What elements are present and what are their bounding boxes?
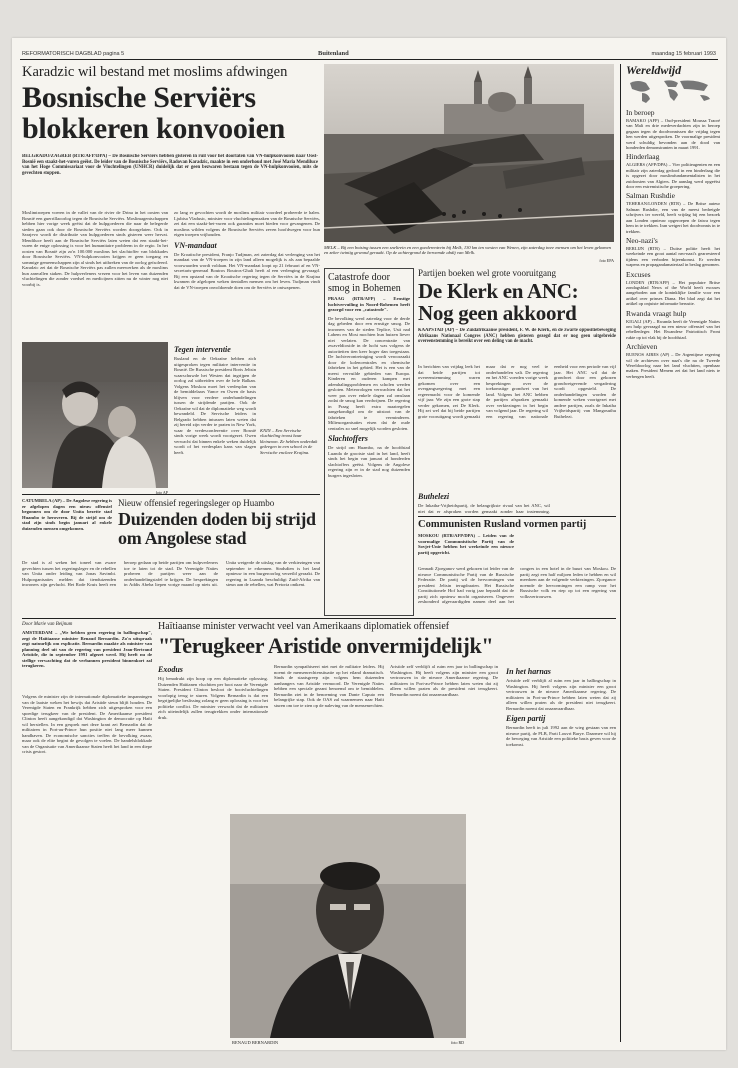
communist-body: Gennadi Zjoeganov werd gekozen tot leider van de nieuwe Communistische Partij van de Russische Federatie. De partij wil de hervormingen van president Jeltsin terugdraaien. Het Russische Constitutionele Hof had vorig jaar bepaald dat de partij zich opnieuw mocht organiseren. Ongeveer zeshonderd afgevaardigden namen deel aan het congres in een hotel in de buurt van Moskou. De partij zegt een half miljoen leden te hebben en wil meedoen aan de volgende verkiezingen. Zjoeganov noemde de hervormingen een ramp voor het Russische volk en riep op tot een regering van volksvertrouwen. [418,566,616,604]
lead-body-mandaat: De Kroatische president, Franjo Tudjman, zei zaterdag dat verlenging van het mandaat van de VN-troepen in zijn land alleen mogelijk is als aan bepaalde voorwaarden wordt voldaan. Het VN-mandaat loopt op 21 februari af en VN-secretaris-generaal Boutros Boutros-Ghali heeft al een verlenging gevraagd. Bij een opstand van de Kroatische regering tegen de Serviërs in de Krajina kwamen de afgelopen weken tientallen mensen om het leven. Tudjman vindt dat de VN-troepen onvoldoende doen om de Serviërs te ontwapenen. [174,251,320,290]
lead-body-col1: Moslimtroepen voeren in de vallei van de rivier de Drina in het oosten van Bosnië een guerrillaoorlog tegen de Bosnische Serviërs. Moslimagentschappen hebben hier vorige week geëist dat de hulpgoederen die naar de belegerde steden gaan ook door de Bosnische Serviërs worden doorgelaten. Ook in Sarajevo wordt de distributie van hulpgoederen sinds gisteren weer hervat. Mendiluce heeft aan de Bosnische Serviërs laten weten dat een staakt-het-vuren de enige oplossing is voor het humanitaire probleem in de regio. In het oosten van Bosnië zijn zo'n 100.000 moslims het slachtoffer van blokkades door Bosnische Serviërs. VN-hulpkonvooien krijgen er geen toegang en sommige gemeenschappen zijn al sinds het uitbreken van de oorlog geïsoleerd. Karadzic zei dat de Bosnische Serviërs pas zullen meewerken als de moslims hun aanvallen staken. De hulpverleners vrezen voor het leven van duizenden vluchtelingen die zonder voedsel en medicijnen zitten nu de winter nog niet voorbij is. [22,210,168,287]
haiti-headline: "Terugkeer Aristide onvermijdelijk" [158,633,494,658]
angola-kicker: Nieuw offensief regeringsleger op Huambo [118,498,275,508]
lead-body-col2: zo lang er gevochten wordt de moslims militair voordeel probeerde te halen. Ljubisa Vladusic, minister voor vluchtelingenzaken van de Bosnische Serviërs, zei dat een staakt-het-vuren ook garanties moet bieden voor gevangenen. De moslims wilden volgens de Bosnische Serviërs zeven hoofdwegen voor hun eigen troepen vrijhouden. [174,210,320,237]
haiti-intro: AMSTERDAM – „We hebben geen regering in ballingschap", zegt de Haïtiaanse minister Renaud Bernardin. Zo'n uitspraak zegt natuurlijk om explicatie. Bernardin maakte als minister van planning deel uit van de regering van president Jean-Bertrand Aristide, die in september 1991 afgezet werd. Hij heeft nu de stellige verwachting dat de verbannen president binnenkort zal terugkeren. [22,630,152,668]
haiti-col5 [506,664,616,1038]
haiti-body-harnas: Aristide zelf verblijft al ruim een jaar in ballingschap in Washington. Hij heeft volgens zijn minister een groot vertrouwen in de nieuwe Amerikaanse regering. De militairen in Port-au-Prince hebben laten weten dat zij alleen willen praten als de president niet terugkeert. Bernardin noemt dat onaanvaardbaar. [506,678,616,711]
sidebar-item-text: ALGIERS (AFP/DPA) – Vier politieagenten en een militair zijn zaterdag gedood in een hinderlaag die is opgezet door moslimfundamentalisten in het zuidoosten van Algiers. De aanslag werd opgeëist door een extremistische groepering. [626,162,720,190]
haiti-byline: Door Marie van Beijnum [22,622,73,627]
sidebar-item-text: BUENOS AIRES (AP) – De Argentijnse regering wil de archieven over nazi's die na de Tweede Wereldoorlog naar het land vluchtten, openbaar maken. President Menem zei dat het land niets te verbergen heeft. [626,352,720,379]
sidebar-item [626,109,720,150]
haiti-subhead-exodus: Exodus [158,665,183,674]
main-photo-caption: MELK – Bij een botsing tussen een sneltrein en een goederentrein bij Melk, 130 km ten westen van Wenen, zijn zaterdag twee mensen om het leven gekomen en zeker twintig gewond geraakt. Op de achtergrond de beroemde abdij van Melk. [324,245,611,256]
sidebar-item-text: TEHERAN/LONDEN (RTR) – De Britse auteur Salman Rushdie, een van de meest bedreigde schrijvers ter wereld, heeft vrijdag bij een bezoek aan Londen opnieuw opgeroepen de fatwa tegen hem in te trekken. Iran weigert het doodvonnis in te trekken. [626,201,720,234]
lead-subhead-interventie: Tegen interventie [174,345,231,354]
communist-intro: MOSKOU (RTR/AFP/DPA) – Leiden van de voormalige Communistische Partij van de Sovjet-Unie hebben het weekeinde een nieuwe partij opgericht. [418,533,514,555]
catastrofe-subhead: Slachtoffers [328,434,368,443]
lead-body-interventie: Rusland en de Oekraïne hebben zich uitgesproken tegen militaire interventie in Bosnië. De Russische president Boris Jeltsin waarschuwde het Westen dat ingrijpen de oorlog zal uitbreiden over de hele Balkan. Volgens Moskou moet het vredesplan van de bemiddelaars Vance en Owen de basis blijven voor verdere onderhandelingen tussen de strijdende partijen. Ook de Oekraïne wil dat de diplomatieke weg wordt bewandeld. De Servische leiders in Belgrado hebben intussen laten weten dat zij bereid zijn verder te praten in New York, waar de vredesconferentie over Bosnië sinds vorige week wordt voortgezet. Owen verwacht dat binnen enkele weken duidelijk wordt of het vredesplan kans van slagen heeft. [174,356,256,455]
photo-refugees-image [22,342,168,488]
deklerk-buthelezi [418,492,550,514]
haiti-subhead-partij: Eigen partij [506,714,546,723]
angola-body: De stad is al weken het toneel van zware gevechten tussen het regeringsleger en de rebellen van Unita onder leiding van Jonas Savimbi. Hulporganisaties melden dat tienduizenden inwoners zijn gevlucht. Het Rode Kruis heeft een beroep gedaan op beide partijen om hulpverleners toe te laten tot de stad. De Verenigde Naties proberen de partijen weer aan de onderhandelingstafel te krijgen. De besprekingen in Addis Abeba liepen vorige maand op niets uit. Unita weigerde de uitslag van de verkiezingen van september te erkennen. Sindsdien is het land opnieuw in een burgeroorlog verzeild geraakt. De regering in Luanda beschuldigt Zuid-Afrika van steun aan de rebellen, wat Pretoria ontkent. [22,560,320,587]
sidebar-item [626,192,720,233]
main-photo [324,64,614,242]
angola-headline: Duizenden doden bij strijd om Angolese stad [118,509,316,548]
sidebar-item [626,237,720,268]
catastrofe-body: De bevolking werd zaterdag voor de derde dag gebeden door een ernstige smog. De inwoners van de steden Teplice, Usti nad Labem en Most mochten hun huizen liever niet verlaten. De concentratie van zwaveldioxide in de lucht was volgens de autoriteiten tien keer hoger dan toegestaan. De luchtverontreiniging wordt veroorzaakt door de kolencentrales en chemische fabrieken in het gebied. Het is een van de meest vervuilde gebieden van Europa. Kinderen en ouderen kampen met ademhalingsproblemen en scholen werden gesloten. Meteorologen verwachten dat het weer pas over enkele dagen zal omslaan zodat de smog kan verdwijnen. De regering in Praag heeft extra maatregelen aangekondigd om de uitstoot van de fabrieken te verminderen. Milieuorganisaties eisen dat de oude centrales zo snel mogelijk worden gesloten. [328,315,410,431]
deklerk-body: In berichten van vrijdag leek het dat beide partijen tot overeenstemming waren gekomen over een overgangsregering met een regeermacht voor de komende vijf jaar. We zijn een grote stap verder gekomen, zei De Klerk. Hij zei wel dat bij beide partijen grote vooruitgang wordt gemaakt maar dat er nog veel te onderhandelen valt. De regering en het ANC voerden vorige week besprekingen over de toekomstige grondwet van het land. Volgens het ANC hebben de partijen afspraken gemaakt over verkiezingen in het begin van volgend jaar. De regering wil een regering van nationale eenheid voor een periode van vijf jaar. Het ANC wil dat de grondwet door een gekozen grondwetgevende vergadering wordt opgesteld. De onderhandelingen worden de komende weken voortgezet met andere partijen, zoals de Inkatha Vrijheidspartij van Mangosuthu Buthelezi. [418,364,616,419]
sidebar-item [626,271,720,307]
sidebar-item [626,310,720,341]
haiti-body-col4: Aristide zelf verblijft al ruim een jaar in ballingschap in Washington. Hij heeft volgens zijn minister een groot vertrouwen in de nieuwe Amerikaanse regering. De militairen in Port-au-Prince hebben laten weten dat zij alleen willen praten als de president niet terugkeert. Bernardin noemt dat onaanvaardbaar. [390,664,498,697]
deklerk-kicker: Partijen boeken wel grote vooruitgang [418,268,556,278]
photo-train-crash-image [324,64,614,242]
header-section: Buitenland [318,50,349,57]
sidebar-item-head: In beroep [626,108,655,117]
lead-subhead-mandaat: VN-mandaat [174,240,217,250]
lead-col2 [174,210,320,338]
sidebar-item-head: Salman Rushdie [626,191,675,201]
sidebar-rule [620,64,621,1042]
world-map-icon [626,77,720,103]
lead-intro: BELGRADO/ZAGREB (RTR/AFP/DPA) – De Bosnische Serviërs hebben gisteren in ruil voor het doorlaten van VN-hulpkonvooien naar Oost-Bosnië een staakt-het-vuren geëist. De leider van de Bosnische Serviërs, Radovan Karadzic, maakte in een onderhoud met José Maria Mendiluce van het Hoge Commissariaat voor de Vluchtelingen (UNHCR) duidelijk dat er geen bezwaren bestaan tegen de VN-hulpkonvooien, mits de gevechten stoppen. [22,154,318,176]
haiti-body-exodus: Hij benadrukt zijn hoop op een diplomatieke oplossing. Duizenden Haïtianen vluchtten per boot naar de Verenigde Staten. President Clinton besloot de bootvluchtelingen voorlopig terug te sturen. Volgens Bernardin is dat een begrijpelijke beslissing zolang er geen oplossing is voor het politieke conflict. De minister verwacht dat de militairen zich uiteindelijk zullen terugtrekken onder internationale druk. [158,676,268,720]
sidebar-item-text: LONDEN (RTR/AFP) – Het populaire Britse zondagsblad News of the World heeft excuses aangeboden aan de koninklijke familie voor een artikel over prinses Diana. Het blad zegt dat het artikel op onjuiste informatie berustte. [626,279,720,307]
haiti-body-partij: Bernardin heeft in juli 1992 aan de wieg gestaan van een nieuwe partij, de PLB, Parti Louvri Barye. Daarmee wil hij de beweging van Aristide een politieke basis geven voor de toekomst. [506,725,616,747]
sidebar-item-head: Neo-nazi's [626,235,658,245]
haiti-kicker: Haïtiaanse minister verwacht veel van Amerikaans diplomatiek offensief [158,621,450,632]
haiti-col4 [390,664,498,1038]
haiti-photo-credit: foto RD [451,1040,464,1045]
header-date: maandag 15 februari 1993 [651,51,716,57]
header-paper-page: REFORMATORISCH DAGBLAD pagina 5 [22,51,125,57]
sidebar-item-text: KIGALI (AP) – Rwanda heeft de Verenigde Naties om hulp gevraagd na een nieuw offensief van het rebellenleger. Het Rwandese Patriottisch Front rukte op tot vlak bij de hoofdstad. [626,318,720,340]
catastrofe-headline: Catastrofe door smog in Bohemen [328,272,401,294]
deklerk-headline: De Klerk en ANC: Nog geen akkoord [418,279,579,325]
sidebar-item-head: Rwanda vraagt hulp [626,308,687,318]
sidebar-title: Wereldwijd [626,64,682,77]
sidebar-item [626,153,720,189]
header-rule [20,59,718,60]
newspaper-page [12,38,726,1050]
haiti-body-col3: Bernardin sympathiseert niet met de militaire leiders. Hij noemt de mensenrechtensituatie op het eiland dramatisch. Sinds de staatsgreep zijn volgens hem duizenden aanhangers van Aristide vermoord. De Verenigde Naties hebben een speciale gezant benoemd om te bemiddelen. Bernardin ziet in de benoeming van Dante Caputo een belangrijke stap. Ook de OAS zal waarnemers naar Haïti sturen om toe te zien op de naleving van de mensenrechten. [274,664,384,708]
catastrofe-body2: De strijd om Huambo, na de hoofdstad Luanda de grootste stad in het land, heeft sinds het begin van januari al honderden slachtoffers geëist. Volgens de Angolese regering zijn er in de stad nog duizenden burgers ingesloten. [328,445,410,478]
sidebar-item [626,343,720,379]
communist-rule [418,516,616,517]
sidebar-item-text: BERLIJN (RTR) – Duitse politie heeft het weekeinde een groot aantal neo-nazi's gearresteerd tijdens een verboden bijeenkomst. Er werden wapens en propagandamateriaal in beslag genomen. [626,245,720,268]
main-photo-credit: foto EPA [599,258,614,263]
sidebar-items [626,106,720,1042]
deklerk-body2: De Inkatha-Vrijheidspartij, de belangrijkste rivaal van het ANC, wil niet dat er afspraken worden gemaakt zonder haar instemming. [418,503,550,514]
angola-rule [22,494,320,495]
lead-photo [22,342,168,488]
sidebar-header [626,64,720,104]
lead-kicker: Karadzic wil bestand met moslims afdwingen [22,64,288,80]
deklerk-intro: KAAPSTAD (AP) – De Zuidafrikaanse president, F. W. de Klerk, en de zwarte oppositiebeweging Afrikaans Nationaal Congres (ANC) hebben gisteren gezegd dat er nog geen uitgebreide overeenstemming is bereikt over een deling van de macht. [418,328,616,344]
haiti-body: Volgens de minister zijn de internationale diplomatieke inspanningen van de laatste weken het bewijs dat Aristide steun blijft houden. De Verenigde Staten en Frankrijk hebben zich uitgesproken voor een spoedige terugkeer van de president. De Amerikaanse president Clinton heeft aangekondigd dat Washington de democratie op Haïti wil herstellen. In een gesprek met deze krant zei Bernardin dat de militairen in Port-au-Prince hun positie niet lang meer kunnen handhaven. De economische sancties treffen de bevolking zwaar, maar ook de elite begint de gevolgen te voelen. De handelsblokkade van de Organisatie van Amerikaanse Staten heeft het land in een diepe crisis gestort. [22,694,152,754]
catastrofe-intro: PRAAG (RTR/AFP) – Ernstige luchtvervuiling in Noord-Bohemen heeft gezorgd voor een „catastrofe". [328,296,410,312]
catastrofe-box [324,268,414,616]
lead-headline: Bosnische Serviërs blokkeren konvooien [22,81,285,145]
lead-photo-credit: foto AP [155,490,168,495]
communist-headline: Communisten Rusland vormen partij [418,519,587,530]
lead-photo-caption: KNIN – Een Servische vluchteling troost haar kleinzoon. Ze hebben onderdak gekregen in een school in de Servische enclave Krajina. [260,428,318,455]
haiti-rule [22,618,616,619]
sidebar-item-text: BAMAKO (AFP) – Oud-president Moussa Traoré van Mali en drie medeverdachten zijn in beroep gegaan tegen de doodvonnissen die vrijdag tegen hen werden uitgesproken. De voormalige president werd schuldig bevonden aan de dood van honderden demonstranten in maart 1991. [626,118,720,151]
haiti-photo-caption: RENAUD BERNARDIN [232,1040,279,1045]
sidebar-item-head: Excuses [626,269,651,279]
deklerk-subhead: Buthelezi [418,492,450,501]
haiti-subhead-harnas: In het harnas [506,667,551,676]
sidebar-item-head: Archieven [626,342,658,352]
angola-intro: CATUMBELA (AP) – De Angolese regering is er afgelopen dagen een nieuw offensief begonnen om de door Unita bezette stad Huambo te heroveren. Bij de strijd om de stad zijn sinds begin januari al enkele duizenden mensen omgekomen. [22,498,112,531]
sidebar-item-head: Hinderlaag [626,152,660,162]
